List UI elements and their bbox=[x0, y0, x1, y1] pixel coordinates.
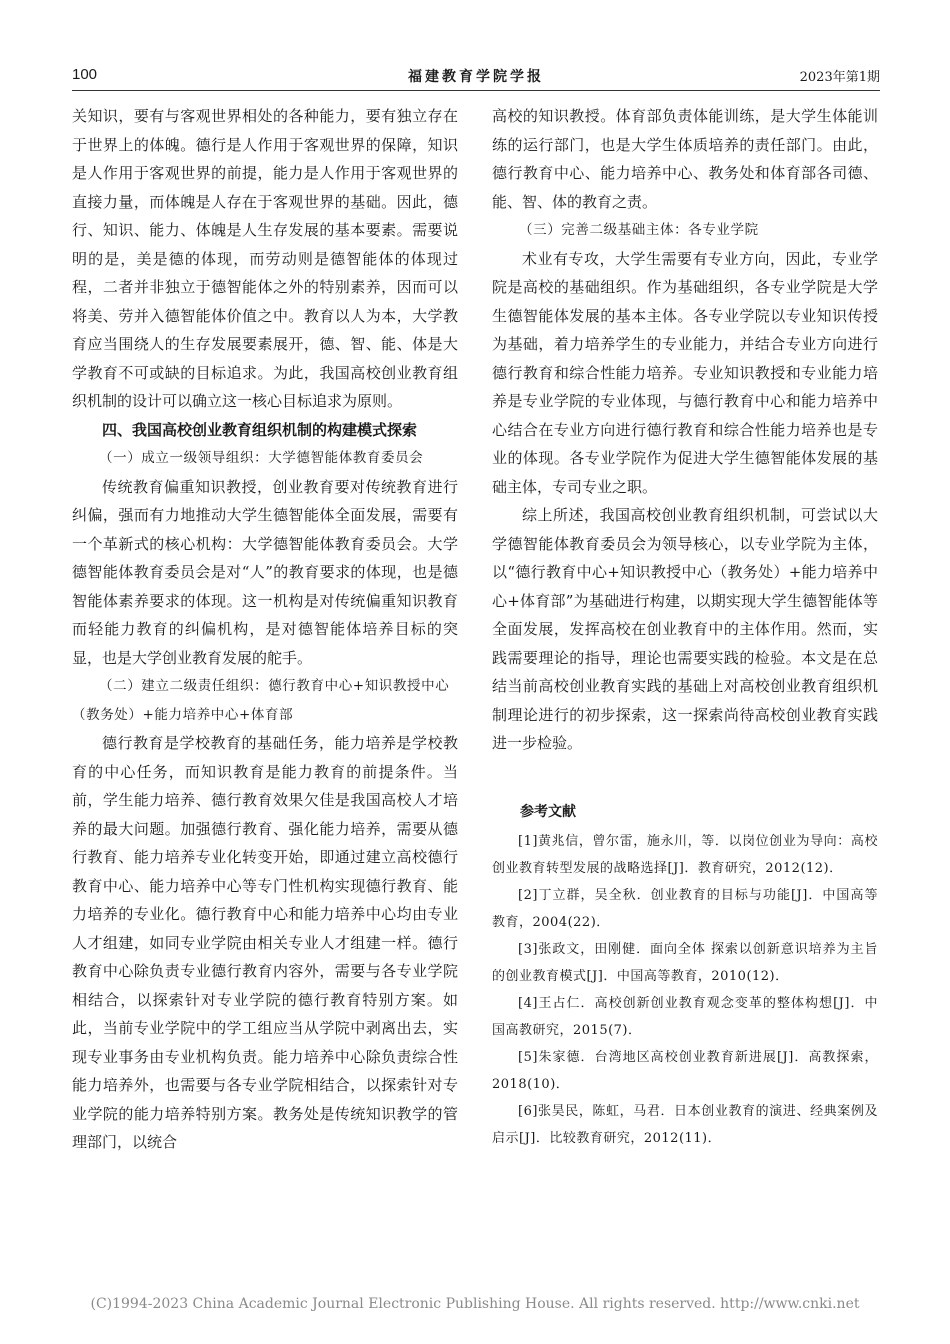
left-column bbox=[72, 102, 458, 1157]
paragraph: 传统教育偏重知识教授，创业教育要对传统教育进行纠偏，强而有力地推动大学生德智能体全面发展，需要有一个革新式的核心机构：大学德智能体教育委员会。大学德智能体教育委员会是对“人”的教育要求的体现，也是德智能体素养要求的体现。这一机构是对传统偏重知识教育而轻能力教育的纠偏机构，是对德智能体培养目标的突显，也是大学创业教育发展的舵手。 bbox=[72, 477, 458, 667]
right-column bbox=[492, 102, 878, 1152]
reference-item: [6]张昊民，陈虹，马君．日本创业教育的演进、经典案例及启示[J]．比较教育研究，2012(11)． bbox=[492, 1103, 878, 1146]
paragraph: 术业有专攻，大学生需要有专业方向，因此，专业学院是高校的基础组织。作为基础组织，各专业学院是大学生德智能体发展的基本主体。各专业学院以专业知识传授为基础，着力培养学生的专业能力，并结合专业方向进行德行教育和综合性能力培养。专业知识教授和专业能力培养是专业学院的专业体现，与德行教育中心和能力培养中心结合在专业方向进行德行教育和综合性能力培养也是专业的体现。各专业学院作为促进大学生德智能体发展的基础主体，专司专业之职。 bbox=[492, 249, 878, 496]
reference-list bbox=[492, 828, 878, 1152]
page-number: 100 bbox=[72, 66, 98, 83]
reference-item: [1]黄兆信，曾尔雷，施永川，等．以岗位创业为导向：高校创业教育转型发展的战略选择[J]．教育研究，2012(12)． bbox=[492, 833, 878, 876]
subsection-heading: （三）完善二级基础主体：各专业学院 bbox=[519, 222, 759, 238]
paragraph: 关知识，要有与客观世界相处的各种能力，要有独立存在于世界上的体魄。德行是人作用于客观世界的保障，知识是人作用于客观世界的前提，能力是人作用于客观世界的直接力量，而体魄是人存在于客观世界的基础。因此，德行、知识、能力、体魄是人生存发展的基本要素。需要说明的是，美是德的体现，而劳动则是德智能体的体现过程，二者并非独立于德智能体之外的特别素养，因而可以将美、劳并入德智能体价值之中。教育以人为本，大学教育应当围绕人的生存发展要素展开，德、智、能、体是大学教育不可或缺的目标追求。为此，我国高校创业教育组织机制的设计可以确立这一核心目标追求为原则。 bbox=[72, 107, 458, 410]
running-header bbox=[72, 66, 880, 91]
subsection-heading: （二）建立二级责任组织：德行教育中心+知识教授中心（教务处）+能力培养中心+体育部 bbox=[72, 678, 450, 723]
reference-item: [5]朱家德．台湾地区高校创业教育新进展[J]．高教探索，2018(10)． bbox=[492, 1049, 878, 1092]
reference-item: [3]张政文，田刚健．面向全体 探索以创新意识培养为主旨的创业教育模式[J]．中国高等教育，2010(12)． bbox=[492, 941, 878, 984]
journal-title: 福建教育学院学报 bbox=[408, 69, 544, 85]
reference-item: [4]王占仁．高校创新创业教育观念变革的整体构想[J]．中国高教研究，2015(7)． bbox=[492, 995, 878, 1038]
paragraph: 综上所述，我国高校创业教育组织机制，可尝试以大学德智能体教育委员会为领导核心，以专业学院为主体，以“德行教育中心+知识教授中心（教务处）+能力培养中心+体育部”为基础进行构建，以期实现大学生德智能体等全面发展，发挥高校在创业教育中的主体作用。然而，实践需要理论的指导，理论也需要实践的检验。本文是在总结当前高校创业教育实践的基础上对高校创业教育组织机制理论进行的初步探索，这一探索尚待高校创业教育实践进一步检验。 bbox=[492, 506, 878, 752]
section-heading: 四、我国高校创业教育组织机制的构建模式探索 bbox=[102, 420, 418, 439]
references-heading: 参考文献 bbox=[520, 803, 576, 820]
paragraph: 德行教育是学校教育的基础任务，能力培养是学校教育的中心任务，而知识教育是能力教育的前提条件。当前，学生能力培养、德行教育效果欠佳是我国高校人才培养的最大问题。加强德行教育、强化能力培养，需要从德行教育、能力培养专业化转变开始，即通过建立高校德行教育中心、能力培养中心等专门性机构实现德行教育、能力培养的专业化。德行教育中心和能力培养中心均由专业人才组建，如同专业学院由相关专业人才组建一样。德行教育中心除负责专业德行教育内容外，需要与各专业学院相结合，以探索针对专业学院的德行教育特别方案。如此，当前专业学院中的学工组应当从学院中剥离出去，实现专业事务由专业机构负责。能力培养中心除负责综合性能力培养外，也需要与各专业学院相结合，以探索针对专业学院的能力培养特别方案。教务处是传统知识教学的管理部门，以统合 bbox=[72, 734, 458, 1151]
subsection-heading: （一）成立一级领导组织：大学德智能体教育委员会 bbox=[99, 450, 424, 466]
issue-label: 2023年第1期 bbox=[799, 70, 880, 85]
paragraph: 高校的知识教授。体育部负责体能训练，是大学生体能训练的运行部门，也是大学生体质培养的责任部门。由此，德行教育中心、能力培养中心、教务处和体育部各司德、能、智、体的教育之责。 bbox=[492, 107, 878, 211]
reference-item: [2]丁立群，吴全秋．创业教育的目标与功能[J]．中国高等教育，2004(22)． bbox=[492, 887, 878, 930]
copyright-footer: (C)1994-2023 China Academic Journal Electronic Publishing House. All rights reserved. http://www.cnki.net bbox=[90, 1296, 860, 1312]
